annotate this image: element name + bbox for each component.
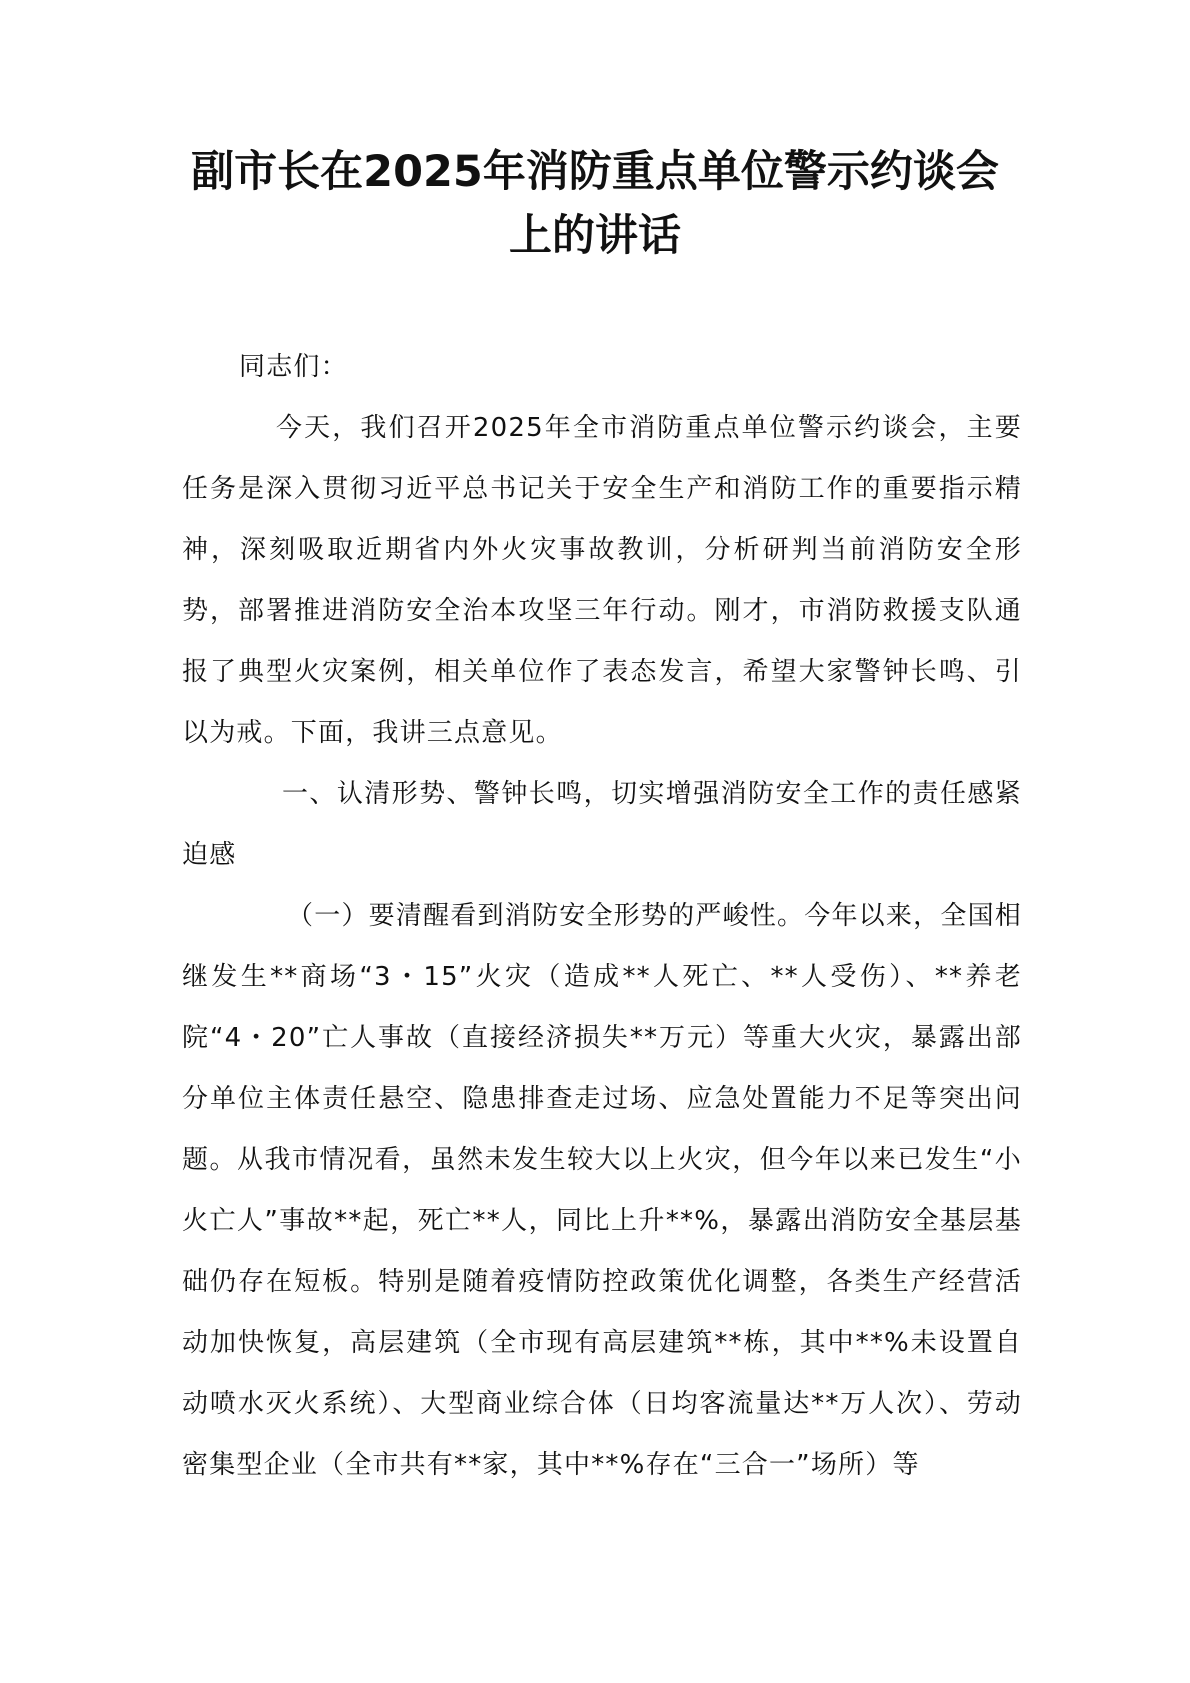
section-heading-1: 一、认清形势、警钟长鸣，切实增强消防安全工作的责任感紧迫感 — [182, 779, 1022, 870]
intro-paragraph: 今天，我们召开2025年全市消防重点单位警示约谈会，主要任务是深入贯彻习近平总书记关于安全生产和消防工作的重要指示精神，深刻吸取近期省内外火灾事故教训，分析研判当前消防安全形势，部署推进消防安全治本攻坚三年行动。刚才，市消防救援支队通报了典型火灾案例，相关单位作了表态发言，希望大家警钟长鸣、引以为戒。下面，我讲三点意见。 — [182, 413, 1022, 748]
paragraph-1-1: （一）要清醒看到消防安全形势的严峻性。今年以来，全国相继发生**商场“3・15”火灾（造成**人死亡、**人受伤）、**养老院“4・20”亡人事故（直接经济损失**万元）等重大火灾，暴露出部分单位主体责任悬空、隐患排查走过场、应急处置能力不足等突出问题。从我市情况看，虽然未发生较大以上火灾，但今年以来已发生“小火亡人”事故**起，死亡**人，同比上升**%，暴露出消防安全基层基础仍存在短板。特别是随着疫情防控政策优化调整，各类生产经营活动加快恢复，高层建筑（全市现有高层建筑**栋，其中**%未设置自动喷水灭火系统）、大型商业综合体（日均客流量达**万人次）、劳动密集型企业（全市共有**家，其中**%存在“三合一”场所）等 — [182, 901, 1022, 1480]
salutation: 同志们： — [239, 352, 348, 382]
title-line-2: 上的讲话 — [509, 211, 681, 261]
title-line-1: 副市长在2025年消防重点单位警示约谈会 — [191, 147, 999, 197]
document-title — [150, 140, 1040, 268]
